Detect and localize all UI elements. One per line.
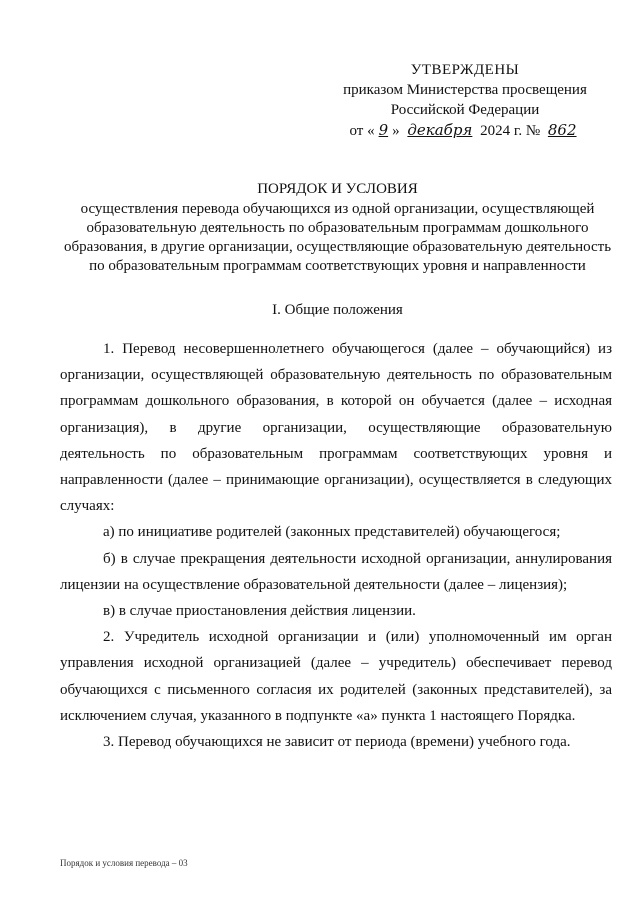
approval-heading: УТВЕРЖДЕНЫ <box>410 62 520 78</box>
paragraph-1a: а) по инициативе родителей (законных представителей) обучающегося; <box>103 524 561 541</box>
approval-line-1: приказом Министерства просвещения <box>343 82 587 98</box>
paragraph-3: 3. Перевод обучающихся не зависит от периода (времени) учебного года. <box>103 734 571 751</box>
year-text: 2024 г. № <box>480 123 541 139</box>
date-mid: » <box>392 123 400 139</box>
document-subtitle: осуществления перевода обучающихся из одной организации, осуществляющей образовательную деятельность по образовательным программам дошкольного образования, в другие организации, осуществляющие образовательную деятельность по образовательным программам соответствующих уровня и направленности <box>63 201 612 274</box>
paragraph-1c: в) в случае приостановления действия лицензии. <box>103 603 416 620</box>
section-heading: I. Общие положения <box>272 302 403 318</box>
document-title-block <box>60 180 615 276</box>
handwritten-day: 9 <box>378 121 389 139</box>
approval-line-2: Российской Федерации <box>390 102 540 118</box>
approval-date-line <box>330 120 600 141</box>
document-body <box>60 336 612 755</box>
paragraph-2: 2. Учредитель исходной организации и (или) уполномоченный им орган управления исходной организацией (далее – учредитель) обеспечивает перевод обучающихся с письменного согласия их родителей (законных представителей), за исключением случая, указанного в подпункте «а» пункта 1 настоящего Порядка. <box>60 629 612 724</box>
date-prefix: от « <box>349 123 375 139</box>
paragraph-1: 1. Перевод несовершеннолетнего обучающегося (далее – обучающийся) из организации, осуществляющей образовательную деятельность по образовательным программам дошкольного образования, в которой он обучается (далее – исходная организация), в другие организации, осуществляющие образовательную деятельность по образовательным программам соответствующих уровня и направленности (далее – принимающие организации), осуществляется в следующих случаях: <box>60 341 612 515</box>
handwritten-order-number: 862 <box>547 121 577 139</box>
paragraph-1b: б) в случае прекращения деятельности исходной организации, аннулирования лицензии на осуществление образовательной деятельности (далее – лицензия); <box>60 550 612 593</box>
handwritten-month: декабря <box>407 121 473 139</box>
page-footer: Порядок и условия перевода – 03 <box>60 858 188 868</box>
approval-block <box>330 60 600 141</box>
document-title: ПОРЯДОК И УСЛОВИЯ <box>257 181 418 197</box>
